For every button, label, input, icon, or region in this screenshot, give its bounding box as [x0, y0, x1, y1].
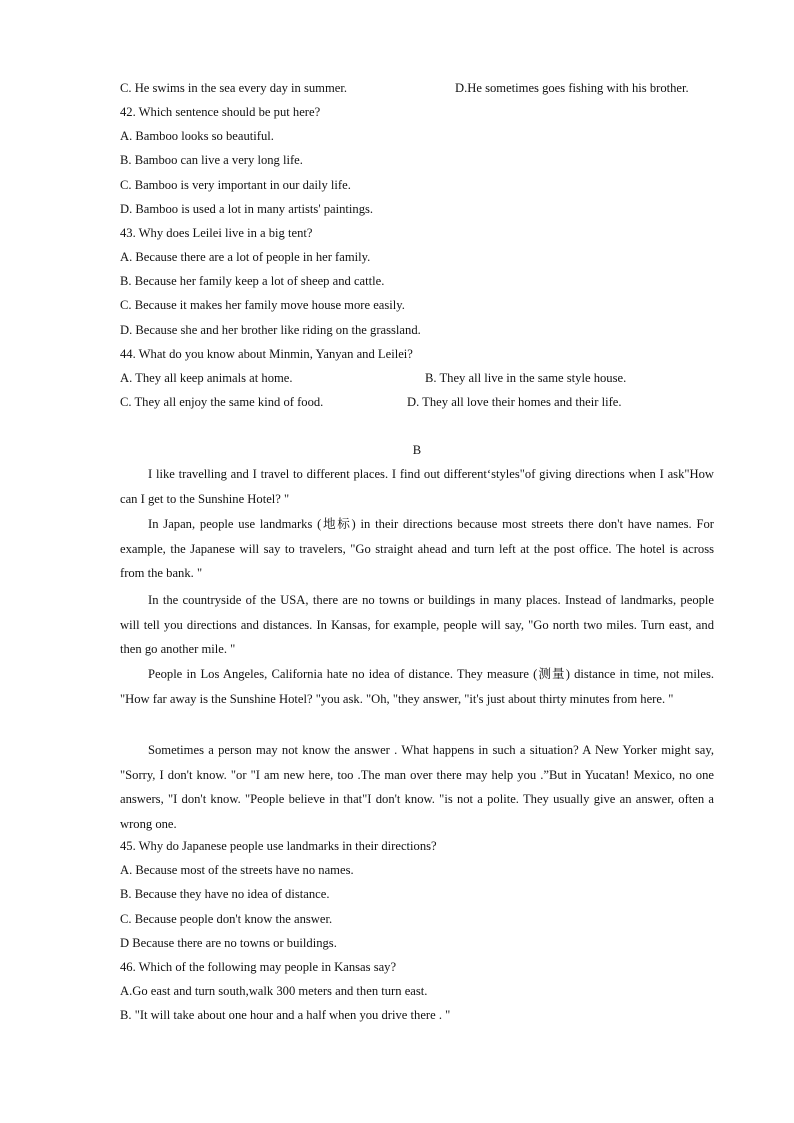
q43-question: 43. Why does Leilei live in a big tent?: [120, 226, 313, 240]
q44-option-c: C. They all enjoy the same kind of food.: [120, 395, 324, 409]
q44-option-a: A. They all keep animals at home.: [120, 371, 293, 385]
q46-option-a: A.Go east and turn south,walk 300 meters and then turn east.: [120, 984, 428, 998]
q46-option-b: B. "It will take about one hour and a half when you drive there . ": [120, 1008, 451, 1022]
q43-option-a: A. Because there are a lot of people in her family.: [120, 250, 371, 264]
q45-option-d: D Because there are no towns or buildings.: [120, 936, 337, 950]
q43-option-c: C. Because it makes her family move house more easily.: [120, 298, 405, 312]
q43-option-b: B. Because her family keep a lot of sheep and cattle.: [120, 274, 385, 288]
q44-question: 44. What do you know about Minmin, Yanyan and Leilei?: [120, 347, 413, 361]
passage-paragraph-3: In the countryside of the USA, there are no towns or buildings in many places. Instead of landmarks, people will tell you directions and distances. In Kansas, for example, people will say, "Go north two miles. Turn east, and then go another mile. ": [120, 593, 714, 656]
q42-option-a: A. Bamboo looks so beautiful.: [120, 129, 274, 143]
passage-paragraph-5: Sometimes a person may not know the answer . What happens in such a situation? A New Yorker might say, "Sorry, I don't know. "or "I am new here, too .The man over there may help you .”But in Yucatan! Mexico, no one answers, "I don't know. "People believe in that"I don't know. "is not a polite. They usually give an answer, often a wrong one.: [120, 743, 714, 831]
q41-option-d: D.He sometimes goes fishing with his brother.: [455, 81, 689, 95]
q41-option-c: C. He swims in the sea every day in summer.: [120, 81, 347, 95]
q42-question: 42. Which sentence should be put here?: [120, 105, 321, 119]
q45-option-c: C. Because people don't know the answer.: [120, 912, 333, 926]
q44-option-b: B. They all live in the same style house.: [425, 371, 627, 385]
passage-paragraph-1: I like travelling and I travel to different places. I find out different‘styles"of giving directions when I ask"How can I get to the Sunshine Hotel? ": [120, 467, 714, 506]
passage-paragraph-2: In Japan, people use landmarks (地标) in their directions because most streets there don't have names. For example, the Japanese will say to travelers, "Go straight ahead and turn left at the post office. The hotel is across from the bank. ": [120, 517, 714, 580]
passage-paragraph-4: People in Los Angeles, California hate no idea of distance. They measure (测量) distance in time, not miles. "How far away is the Sunshine Hotel? "you ask. "Oh, "they answer, "it's just about thirty minutes from here. ": [120, 667, 714, 706]
section-b-heading: B: [412, 443, 422, 457]
q42-option-c: C. Bamboo is very important in our daily life.: [120, 178, 351, 192]
q46-question: 46. Which of the following may people in Kansas say?: [120, 960, 397, 974]
q45-question: 45. Why do Japanese people use landmarks in their directions?: [120, 839, 437, 853]
q42-option-d: D. Bamboo is used a lot in many artists' paintings.: [120, 202, 374, 216]
q45-option-b: B. Because they have no idea of distance.: [120, 887, 330, 901]
q42-option-b: B. Bamboo can live a very long life.: [120, 153, 303, 167]
q43-option-d: D. Because she and her brother like riding on the grassland.: [120, 323, 421, 337]
q44-option-d: D. They all love their homes and their life.: [407, 395, 622, 409]
q45-option-a: A. Because most of the streets have no names.: [120, 863, 354, 877]
